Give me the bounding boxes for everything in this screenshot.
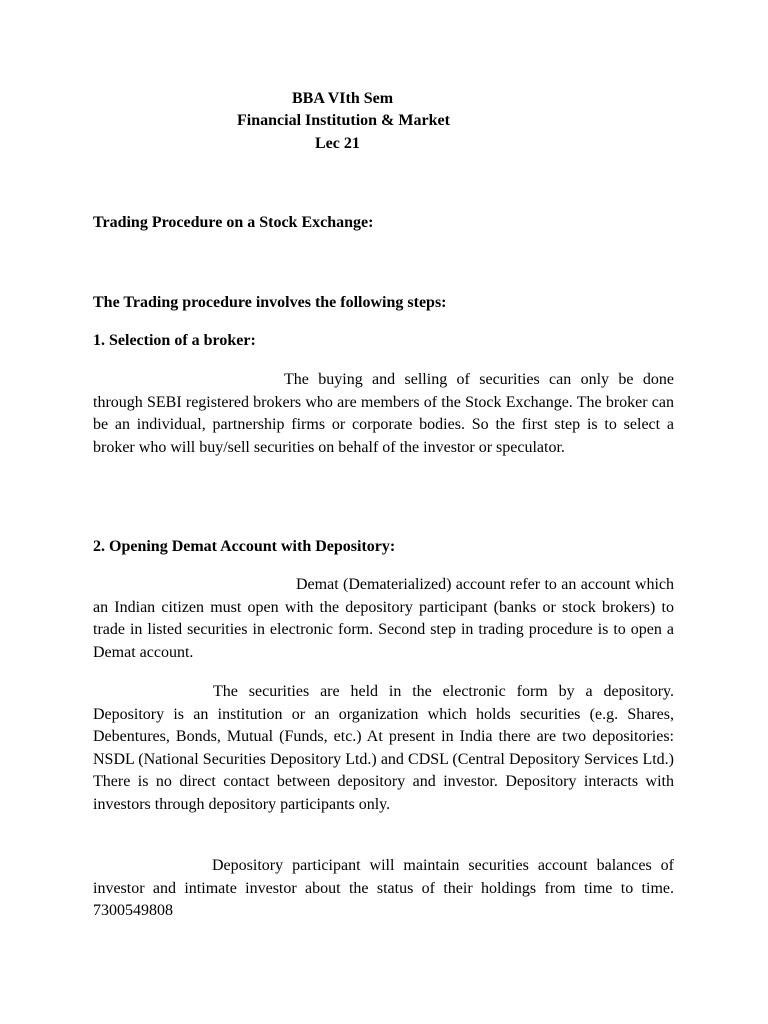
intro-heading: The Trading procedure involves the following steps: [93, 294, 447, 311]
subject-title: Financial Institution & Market [237, 112, 450, 129]
document-title: Trading Procedure on a Stock Exchange: [93, 214, 374, 231]
section-1-paragraph: The buying and selling of securities can only be done through SEBI registered brokers who are members of the Stock Exchange. The broker can be an individual, partnership firms or corporate bodies. So the first step is to select a broker who will buy/sell securities on behalf of the investor or speculator. [93, 371, 674, 456]
section-2-paragraph-1: Demat (Dematerialized) account refer to an account which an Indian citizen must open with the depository participant (banks or stock brokers) to trade in listed securities in electronic form. Second step in trading procedure is to open a Demat account. [93, 576, 674, 661]
section-2-paragraph-3: Depository participant will maintain securities account balances of investor and intimate investor about the status of their holdings from time to time. 7300549808 [93, 857, 674, 920]
course-title: BBA VIth Sem [292, 90, 394, 107]
section-2-heading: 2. Opening Demat Account with Depository: [93, 538, 396, 555]
section-2-paragraph-2: The securities are held in the electronic form by a depository. Depository is an institution or an organization which holds securities (e.g. Shares, Debentures, Bonds, Mutual (Funds, etc.) At present in India there are two depositories: NSDL (National Securities Depository Ltd.) and CDSL (Central Depository Services Ltd.) There is no direct contact between depository and investor. Depository interacts with investors through depository participants only. [93, 683, 674, 813]
section-1-heading: 1. Selection of a broker: [93, 332, 256, 349]
lecture-number: Lec 21 [315, 135, 360, 152]
